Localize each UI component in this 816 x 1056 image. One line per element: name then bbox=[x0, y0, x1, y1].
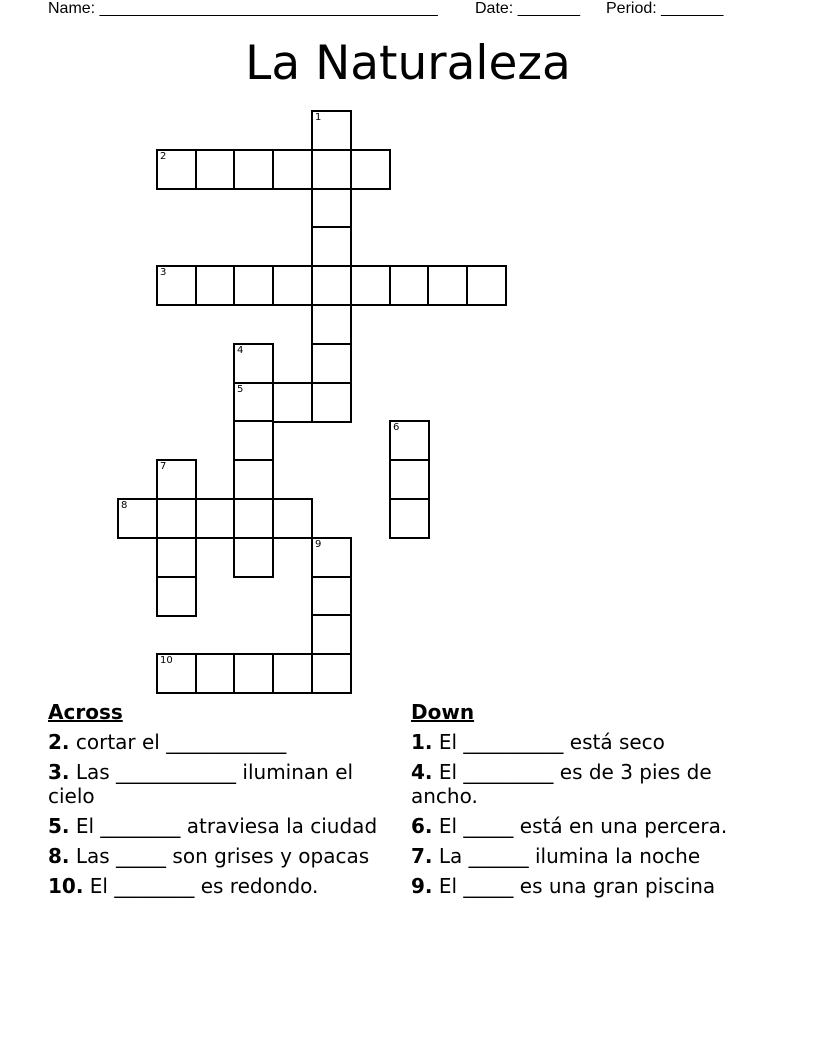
clue-across-3: 3. Las ____________ iluminan el cielo bbox=[48, 760, 354, 808]
grid-cell[interactable] bbox=[311, 188, 352, 229]
grid-cell[interactable] bbox=[389, 498, 430, 539]
grid-cell[interactable] bbox=[156, 576, 197, 617]
clue-number: 6 bbox=[393, 422, 400, 433]
grid-cell[interactable] bbox=[272, 149, 313, 190]
grid-cell[interactable] bbox=[311, 304, 352, 345]
grid-cell[interactable] bbox=[311, 537, 352, 578]
grid-cell[interactable] bbox=[233, 149, 274, 190]
grid-cell[interactable] bbox=[233, 420, 274, 461]
grid-cell[interactable] bbox=[156, 498, 197, 539]
clue-down-6: 6. El _____ está en una percera. bbox=[411, 814, 728, 838]
grid-cell[interactable] bbox=[156, 537, 197, 578]
grid-cell[interactable] bbox=[311, 614, 352, 655]
clue-number: 2 bbox=[160, 151, 167, 162]
grid-cell[interactable] bbox=[311, 653, 352, 694]
grid-cell[interactable] bbox=[195, 653, 236, 694]
clue-number: 4 bbox=[237, 345, 244, 356]
grid-cell[interactable] bbox=[272, 498, 313, 539]
period-field[interactable]: Period: _______ bbox=[606, 0, 724, 17]
down-clues bbox=[411, 700, 771, 904]
grid-cell[interactable] bbox=[195, 149, 236, 190]
clue-number: 5 bbox=[237, 384, 244, 395]
grid-cell[interactable] bbox=[272, 382, 313, 423]
grid-cell[interactable] bbox=[233, 537, 274, 578]
grid-cell[interactable] bbox=[389, 265, 430, 306]
across-heading: Across bbox=[48, 700, 123, 724]
grid-cell[interactable] bbox=[427, 265, 468, 306]
clue-number: 9 bbox=[315, 539, 322, 550]
grid-cell[interactable] bbox=[156, 653, 197, 694]
clue-across-8: 8. Las _____ son grises y opacas bbox=[48, 844, 370, 868]
grid-cell[interactable] bbox=[311, 265, 352, 306]
grid-cell[interactable] bbox=[195, 265, 236, 306]
grid-cell[interactable] bbox=[311, 110, 352, 151]
grid-cell[interactable] bbox=[233, 343, 274, 384]
grid-cell[interactable] bbox=[350, 149, 391, 190]
grid-cell[interactable] bbox=[117, 498, 158, 539]
down-heading: Down bbox=[411, 700, 475, 724]
name-field[interactable]: Name: ______________________________________ bbox=[48, 0, 438, 17]
grid-cell[interactable] bbox=[233, 653, 274, 694]
grid-cell[interactable] bbox=[350, 265, 391, 306]
grid-cell[interactable] bbox=[156, 459, 197, 500]
clue-number: 3 bbox=[160, 267, 167, 278]
grid-cell[interactable] bbox=[156, 265, 197, 306]
date-field[interactable]: Date: _______ bbox=[475, 0, 580, 17]
grid-cell[interactable] bbox=[233, 498, 274, 539]
grid-cell[interactable] bbox=[233, 265, 274, 306]
grid-cell[interactable] bbox=[311, 226, 352, 267]
grid-cell[interactable] bbox=[233, 459, 274, 500]
across-clues bbox=[48, 700, 388, 904]
grid-cell[interactable] bbox=[466, 265, 507, 306]
grid-cell[interactable] bbox=[195, 498, 236, 539]
clue-across-2: 2. cortar el ____________ bbox=[48, 730, 287, 754]
clue-down-4: 4. El _________ es de 3 pies de ancho. bbox=[411, 760, 712, 808]
grid-cell[interactable] bbox=[389, 420, 430, 461]
clue-number: 7 bbox=[160, 461, 167, 472]
clue-across-5: 5. El ________ atraviesa la ciudad bbox=[48, 814, 378, 838]
puzzle-title: La Naturaleza bbox=[245, 36, 571, 91]
grid-cell[interactable] bbox=[272, 265, 313, 306]
grid-cell[interactable] bbox=[272, 653, 313, 694]
grid-cell[interactable] bbox=[311, 343, 352, 384]
clue-down-7: 7. La ______ ilumina la noche bbox=[411, 844, 701, 868]
clue-number: 8 bbox=[121, 500, 128, 511]
grid-cell[interactable] bbox=[311, 576, 352, 617]
clue-number: 10 bbox=[160, 655, 173, 666]
grid-cell[interactable] bbox=[233, 382, 274, 423]
clue-down-9: 9. El _____ es una gran piscina bbox=[411, 874, 716, 898]
grid-cell[interactable] bbox=[311, 382, 352, 423]
clue-number: 1 bbox=[315, 112, 322, 123]
clue-down-1: 1. El __________ está seco bbox=[411, 730, 665, 754]
grid-cell[interactable] bbox=[311, 149, 352, 190]
clue-across-10: 10. El ________ es redondo. bbox=[48, 874, 319, 898]
grid-cell[interactable] bbox=[389, 459, 430, 500]
grid-cell[interactable] bbox=[156, 149, 197, 190]
